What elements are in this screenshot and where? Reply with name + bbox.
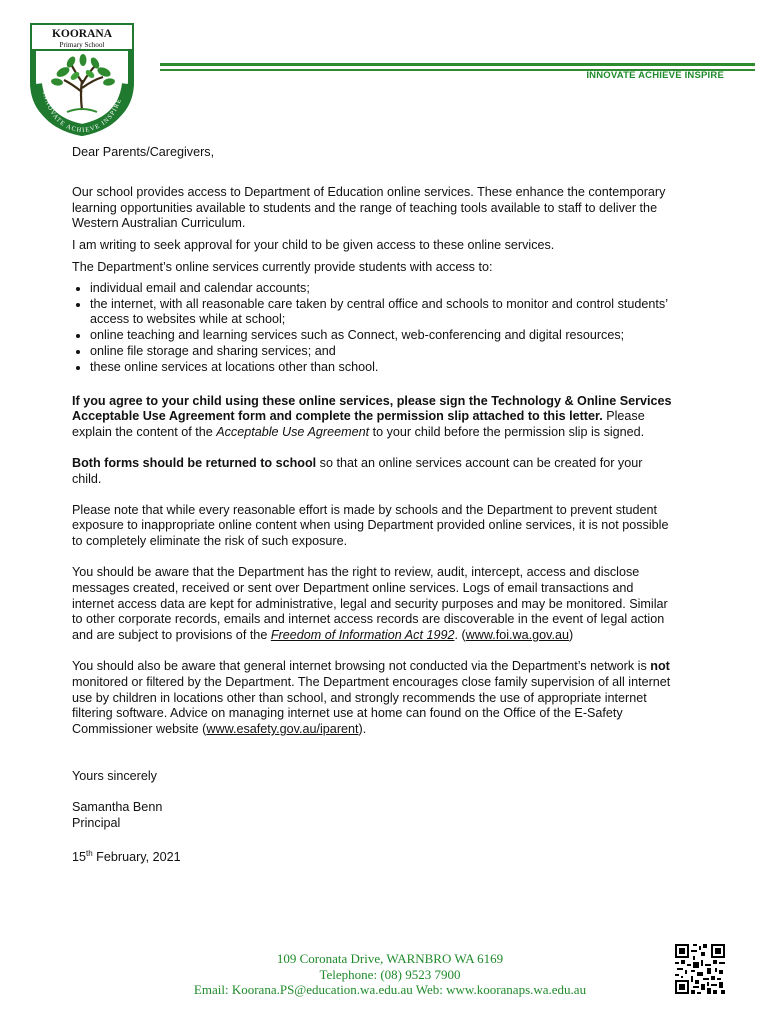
foi-close: ) [569,628,574,643]
letter-body [72,145,672,866]
logo-ring-text: INNOVATE ACHIEVE INSPIRE [40,90,124,135]
paragraph-rights [72,565,672,644]
services-list [72,281,672,376]
footer-address: 109 Coronata Drive, WARNBRO WA 6169 [276,951,504,966]
date-suffix: th [86,849,93,859]
salutation: Dear Parents/Caregivers, [72,145,215,159]
date-day: 15 [72,850,87,865]
agreement-italic: Acceptable Use Agreement [216,425,370,440]
closing: Yours sincerely [72,768,157,783]
paragraph-forms [72,456,672,488]
esafety-link[interactable]: www.esafety.gov.au/iparent [206,722,359,737]
logo-school-subtitle: Primary School [59,41,105,49]
agreement-text: Please explain the content of the [72,409,645,440]
foi-link[interactable]: www.foi.wa.gov.au [465,628,570,643]
paragraph-note: Please note that while every reasonable effort is made by schools and the Department to prevent student exposure to inappropriate online content when using Department provided online services, it is not possible to completely eliminate the risk of such exposure. [72,502,669,549]
school-motto: INNOVATE ACHIEVE INSPIRE [586,70,724,81]
footer-phone: Telephone: (08) 9523 7900 [319,966,461,982]
date-rest: February, 2021 [92,850,181,865]
header-rule-thick [160,63,755,66]
forms-text: so that an online services account can be created for your child. [72,455,643,486]
paragraph-intro: Our school provides access to Department of Education online services. These enhance the contemporary learning opportunities available to students and the range of teaching tools available to staff to deliver the Western Australian Curriculum. [72,184,666,231]
logo-school-name: KOORANA [51,28,113,40]
list-item: • online teaching and learning services such as Connect, web-conferencing and digital resources; [90,328,672,344]
browsing-text: You should also be aware that general internet browsing not conducted via the Department’s network is [72,658,651,673]
footer-contact [150,951,630,998]
rights-text: You should be aware that the Department has the right to review, audit, intercept, access and disclose messages created, received or sent over Department online services. Logs of email transactions and internet access data are kept for administrative, legal and security purposes and may be monitored. Similar to other corporate records, emails and internet access records are discoverable in the event of legal action and are subject to provisions of the [72,564,668,643]
browsing-bold: not [650,658,670,673]
browsing-close: ). [358,722,367,737]
signer-name: Samantha Benn [72,799,163,814]
list-item: • the internet, with all reasonable care taken by central office and schools to monitor and control students’ access to websites while at school; [90,297,672,329]
browsing-text-2: monitored or filtered by the Department. The Department encourages close family supervision of all internet use by children in locations other than school, and strongly recommends the use of appropriate internet filtering software. Advice on managing internet use at home can found on the Office of the E-Safety Commissioner website ( [72,674,671,737]
list-item: • online file storage and sharing services; and [90,344,672,360]
qr-code-icon [675,944,725,994]
list-item: • these online services at locations other than school. [90,360,672,376]
footer-email-web: Email: Koorana.PS@education.wa.edu.au Web: www.kooranaps.wa.edu.au [193,982,587,997]
paragraph-agreement [72,394,672,441]
foi-act-title: Freedom of Information Act 1992 [270,628,455,643]
letter-date [72,846,672,866]
list-item: • individual email and calendar accounts; [90,281,672,297]
agreement-text-end: to your child before the permission slip is signed. [369,425,645,440]
signer-title: Principal [72,815,121,830]
agreement-bold: If you agree to your child using these online services, please sign the Technology & Online Services Acceptable Use Agreement form and complete the permission slip attached to this letter. [72,393,672,424]
paragraph-services-lead: The Department’s online services currently provide students with access to: [72,259,493,274]
forms-bold: Both forms should be returned to school [72,455,317,470]
paragraph-browsing [72,659,672,738]
paragraph-approval: I am writing to seek approval for your child to be given access to these online services. [72,238,555,253]
foi-separator: . ( [454,628,466,643]
school-crest-logo [27,22,137,137]
